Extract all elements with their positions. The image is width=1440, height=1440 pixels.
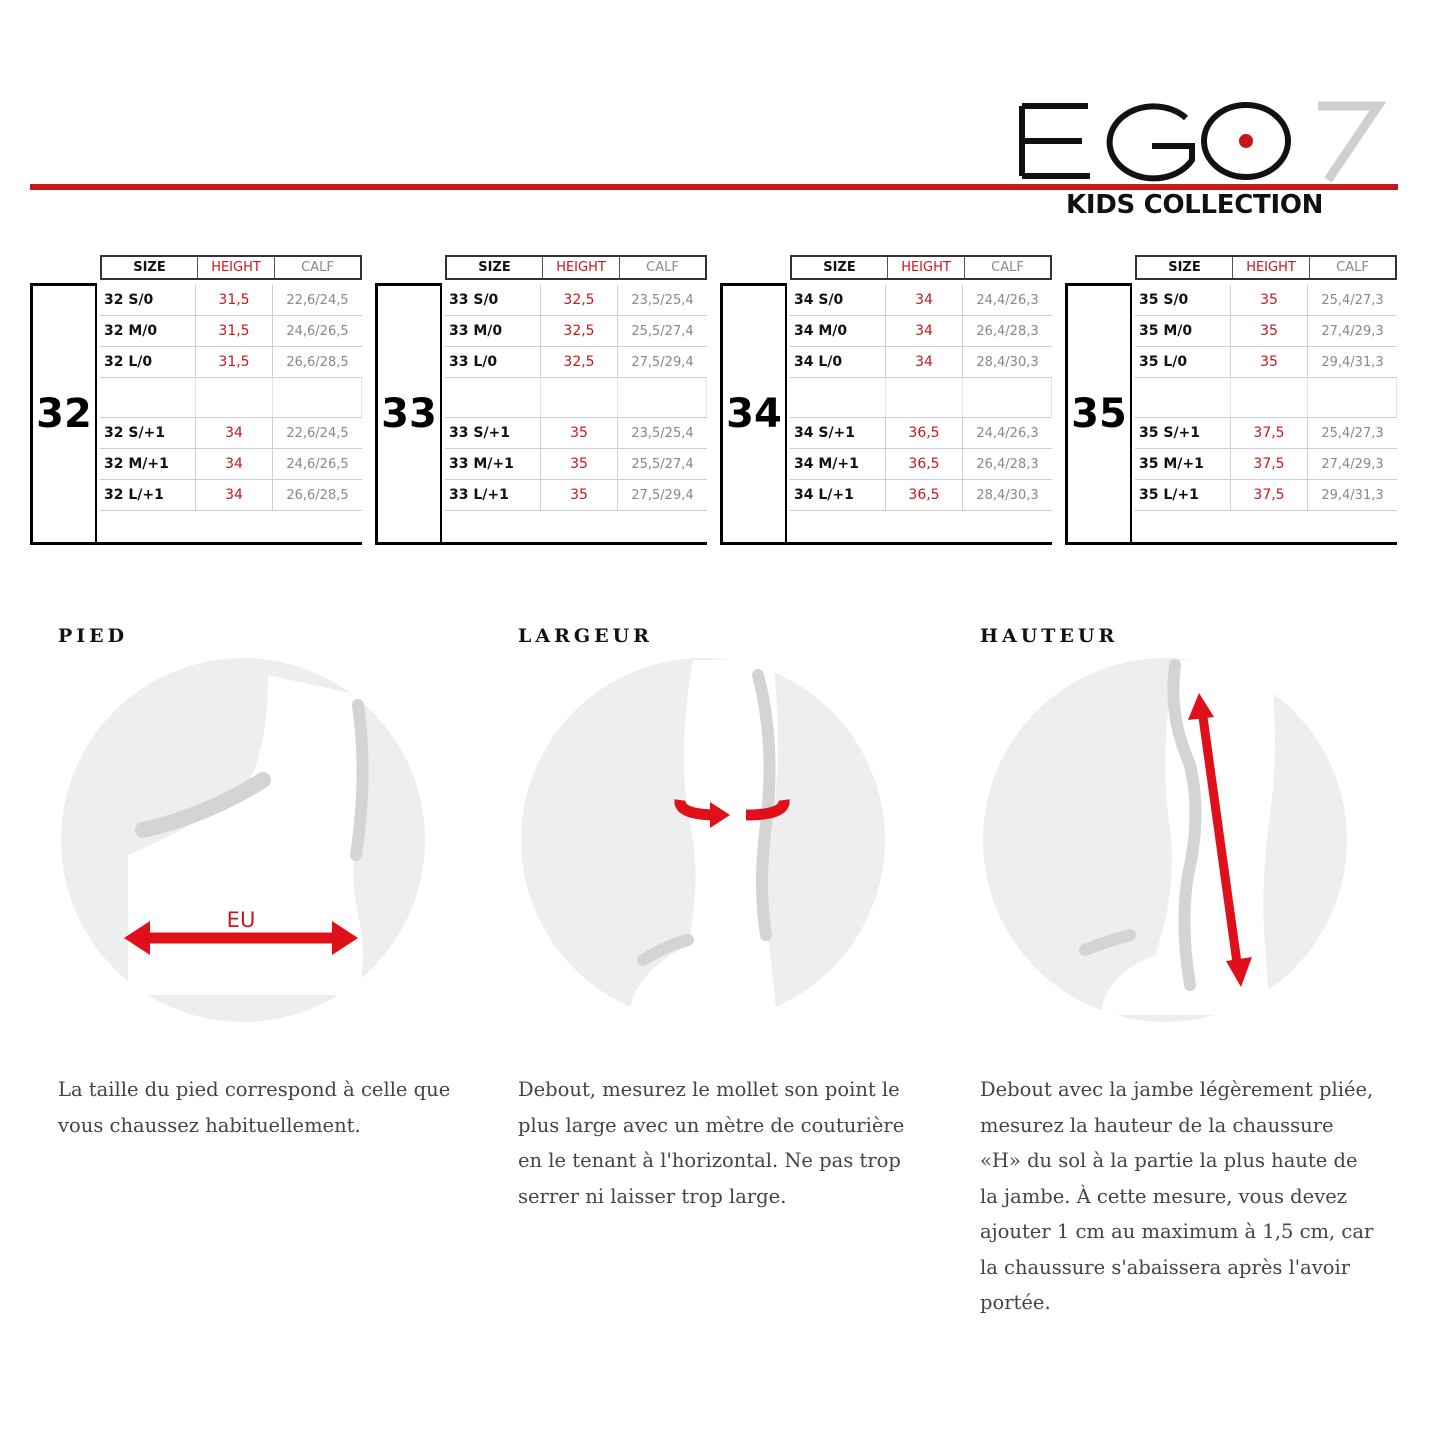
size-group-34	[720, 255, 1055, 547]
cell-height: 34	[196, 418, 273, 448]
cell-height: 35	[1231, 316, 1308, 346]
section-title-pied: PIED	[58, 625, 129, 647]
table-row	[790, 285, 1052, 316]
cell-height: 31,5	[196, 285, 273, 315]
table-header	[1135, 255, 1397, 280]
header-size: SIZE	[447, 257, 543, 278]
cell-calf: 23,5/25,4	[631, 292, 694, 308]
cell-size: 33 L/+1	[445, 480, 541, 510]
cell-calf: 24,6/26,5	[286, 456, 349, 472]
cell-height: 32,5	[541, 316, 618, 346]
size-group-32	[30, 255, 365, 547]
header-height: HEIGHT	[888, 257, 965, 278]
size-number: 33	[381, 391, 437, 437]
cell-height: 35	[541, 418, 618, 448]
size-table	[100, 285, 362, 511]
table-row	[100, 347, 362, 378]
size-number-box	[30, 283, 97, 545]
cell-height: 31,5	[196, 316, 273, 346]
eu-label: EU	[226, 908, 256, 932]
group-bottom-rule	[30, 542, 362, 545]
group-bottom-rule	[720, 542, 1052, 545]
cell-calf: 28,4/30,3	[976, 354, 1039, 370]
table-row	[100, 449, 362, 480]
boot-height-illustration	[980, 655, 1350, 1025]
table-row	[1135, 316, 1397, 347]
size-number-box	[720, 283, 787, 545]
cell-size: 32 L/+1	[100, 480, 196, 510]
cell-calf: 25,4/27,3	[1321, 425, 1384, 441]
cell-height: 36,5	[886, 480, 963, 510]
table-spacer-row	[790, 378, 1052, 418]
cell-calf: 22,6/24,5	[286, 292, 349, 308]
table-row	[1135, 347, 1397, 378]
cell-size: 34 M/+1	[790, 449, 886, 479]
cell-calf: 23,5/25,4	[631, 425, 694, 441]
cell-calf: 26,4/28,3	[976, 456, 1039, 472]
cell-size: 35 M/+1	[1135, 449, 1231, 479]
cell-height: 35	[1231, 347, 1308, 377]
cell-calf: 24,4/26,3	[976, 425, 1039, 441]
table-row	[790, 347, 1052, 378]
table-row	[445, 480, 707, 511]
cell-height: 32,5	[541, 347, 618, 377]
table-row	[445, 316, 707, 347]
table-header	[790, 255, 1052, 280]
table-row	[1135, 418, 1397, 449]
cell-calf: 26,6/28,5	[286, 487, 349, 503]
table-spacer-row	[1135, 378, 1397, 418]
cell-height: 32,5	[541, 285, 618, 315]
section-text-hauteur: Debout avec la jambe légèrement pliée, mesurez la hauteur de la chaussure «H» du sol à la partie la plus haute de la jambe. À cette mesure, vous devez ajouter 1 cm au maximum à 1,5 cm, car la chaussure s'abaissera après l'avoir portée.	[980, 1078, 1374, 1314]
cell-size: 33 M/0	[445, 316, 541, 346]
table-row	[790, 316, 1052, 347]
size-number: 35	[1071, 391, 1127, 437]
table-spacer-row	[100, 378, 362, 418]
group-bottom-rule	[1065, 542, 1397, 545]
table-row	[445, 347, 707, 378]
header-height: HEIGHT	[198, 257, 275, 278]
table-row	[100, 480, 362, 511]
cell-size: 32 S/+1	[100, 418, 196, 448]
cell-size: 32 M/0	[100, 316, 196, 346]
cell-size: 33 S/+1	[445, 418, 541, 448]
cell-calf: 26,4/28,3	[976, 323, 1039, 339]
group-bottom-rule	[375, 542, 707, 545]
header-height: HEIGHT	[543, 257, 620, 278]
cell-height: 36,5	[886, 449, 963, 479]
section-text-pied: La taille du pied correspond à celle que vous chaussez habituellement.	[58, 1078, 451, 1137]
header-calf: CALF	[1336, 260, 1369, 275]
table-row	[790, 480, 1052, 511]
cell-height: 35	[541, 480, 618, 510]
table-row	[100, 316, 362, 347]
cell-calf: 29,4/31,3	[1321, 487, 1384, 503]
header-height: HEIGHT	[1233, 257, 1310, 278]
table-row	[1135, 480, 1397, 511]
size-group-33	[375, 255, 710, 547]
table-row	[100, 418, 362, 449]
size-table	[1135, 285, 1397, 511]
cell-calf: 24,6/26,5	[286, 323, 349, 339]
cell-height: 34	[196, 449, 273, 479]
table-row	[1135, 449, 1397, 480]
cell-size: 34 M/0	[790, 316, 886, 346]
cell-height: 35	[541, 449, 618, 479]
cell-calf: 28,4/30,3	[976, 487, 1039, 503]
table-row	[1135, 285, 1397, 316]
table-row	[790, 418, 1052, 449]
cell-height: 34	[886, 347, 963, 377]
cell-size: 32 L/0	[100, 347, 196, 377]
cell-calf: 27,5/29,4	[631, 487, 694, 503]
cell-size: 35 L/0	[1135, 347, 1231, 377]
cell-calf: 22,6/24,5	[286, 425, 349, 441]
table-row	[790, 449, 1052, 480]
header-calf: CALF	[646, 260, 679, 275]
cell-height: 31,5	[196, 347, 273, 377]
cell-calf: 24,4/26,3	[976, 292, 1039, 308]
cell-height: 37,5	[1231, 418, 1308, 448]
size-number: 34	[726, 391, 782, 437]
header-size: SIZE	[102, 257, 198, 278]
table-row	[445, 449, 707, 480]
cell-calf: 25,5/27,4	[631, 456, 694, 472]
cell-height: 35	[1231, 285, 1308, 315]
header-calf: CALF	[301, 260, 334, 275]
cell-calf: 29,4/31,3	[1321, 354, 1384, 370]
cell-calf: 27,4/29,3	[1321, 456, 1384, 472]
cell-size: 34 S/+1	[790, 418, 886, 448]
header-size: SIZE	[1137, 257, 1233, 278]
cell-size: 35 M/0	[1135, 316, 1231, 346]
section-title-largeur: LARGEUR	[518, 625, 653, 647]
size-table	[790, 285, 1052, 511]
cell-size: 32 S/0	[100, 285, 196, 315]
section-title-hauteur: HAUTEUR	[980, 625, 1119, 647]
cell-size: 34 S/0	[790, 285, 886, 315]
cell-height: 34	[886, 285, 963, 315]
size-number-box	[375, 283, 442, 545]
cell-height: 36,5	[886, 418, 963, 448]
cell-size: 35 S/0	[1135, 285, 1231, 315]
cell-size: 33 S/0	[445, 285, 541, 315]
table-header	[445, 255, 707, 280]
cell-calf: 25,4/27,3	[1321, 292, 1384, 308]
size-number: 32	[36, 391, 92, 437]
cell-size: 35 L/+1	[1135, 480, 1231, 510]
table-row	[100, 285, 362, 316]
table-header	[100, 255, 362, 280]
cell-size: 32 M/+1	[100, 449, 196, 479]
cell-size: 34 L/+1	[790, 480, 886, 510]
cell-size: 33 L/0	[445, 347, 541, 377]
ego7-logo	[1018, 100, 1388, 186]
cell-height: 37,5	[1231, 449, 1308, 479]
cell-height: 37,5	[1231, 480, 1308, 510]
cell-calf: 27,5/29,4	[631, 354, 694, 370]
section-text-largeur: Debout, mesurez le mollet son point le plus large avec un mètre de couturière en le tenant à l'horizontal. Ne pas trop serrer ni laisser trop large.	[518, 1078, 905, 1208]
cell-calf: 26,6/28,5	[286, 354, 349, 370]
size-group-35	[1065, 255, 1400, 547]
collection-subtitle: KIDS COLLECTION	[1066, 190, 1324, 220]
cell-size: 33 M/+1	[445, 449, 541, 479]
foot-length-illustration	[58, 655, 428, 1025]
size-number-box	[1065, 283, 1132, 545]
size-table	[445, 285, 707, 511]
header-calf: CALF	[991, 260, 1024, 275]
cell-size: 34 L/0	[790, 347, 886, 377]
table-row	[445, 285, 707, 316]
table-spacer-row	[445, 378, 707, 418]
cell-calf: 27,4/29,3	[1321, 323, 1384, 339]
cell-calf: 25,5/27,4	[631, 323, 694, 339]
cell-size: 35 S/+1	[1135, 418, 1231, 448]
cell-height: 34	[886, 316, 963, 346]
header-size: SIZE	[792, 257, 888, 278]
cell-height: 34	[196, 480, 273, 510]
table-row	[445, 418, 707, 449]
calf-width-illustration	[518, 655, 888, 1025]
